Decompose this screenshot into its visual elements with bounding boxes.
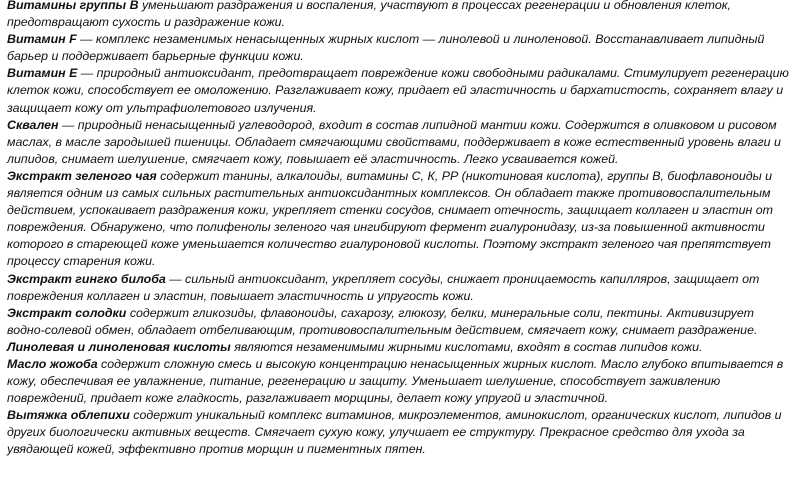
paragraph-text: содержит уникальный комплекс витаминов, микроэлементов, аминокислот, органических кислот, липидов и других биологически активных веществ. Смягчает сухую кожу, улучшает ее структуру. Прекрасное средство для ухода за увядающей кожей, эффективно против морщин и пигментных пятен. [7, 408, 782, 457]
paragraph-jojoba [7, 356, 795, 407]
paragraph-linoleic-acids [7, 339, 795, 356]
paragraph-vitamin-b [7, 0, 795, 31]
term-heading: Вытяжка облепихи [7, 408, 130, 423]
paragraph-text: — комплекс незаменимых ненасыщенных жирных кислот — линолевой и линоленовой. Восстанавливает липидный барьер и поддерживает барьерные функции кожи. [7, 32, 765, 64]
paragraph-text: содержит танины, алкалоиды, витамины С, К, РР (никотиновая кислота), группы В, биофлавоноиды и является одним из самых сильных растительных антиоксидантных комплексов. Он обладает также противовоспалительным действием, успокаивает раздражения кожи, укрепляет стенки сосудов, снимает отечность, защищает коллаген и эластин от повреждения. Обнаружено, что полифенолы зеленого чая ингибируют фермент гиалуронидазу, из-за повышенной активности которого в стареющей коже уменьшается количество гиалуроновой кислоты. Поэтому экстракт зеленого чая препятствует процессу старения кожи. [7, 168, 773, 269]
term-heading: Линолевая и линоленовая кислоты [7, 339, 231, 354]
term-heading: Витамин Е [7, 66, 78, 81]
ingredients-document [7, 0, 795, 459]
term-heading: Экстракт солодки [7, 305, 127, 320]
paragraph-text: — природный антиоксидант, предотвращает повреждение кожи свободными радикалами. Стимулирует регенерацию клеток кожи, способствует ее омоложению. Разглаживает кожу, придает ей эластичность и бархатистость, сохраняет влагу и защищает кожу от ультрафиолетового излучения. [7, 66, 789, 115]
paragraph-text: уменьшают раздражения и воспаления, участвуют в процессах регенерации и обновления клеток, предотвращают сухость и раздражение кожи. [7, 0, 731, 30]
paragraph-vitamin-e [7, 65, 795, 116]
term-heading: Экстракт зеленого чая [7, 168, 157, 183]
paragraph-vitamin-f [7, 31, 795, 65]
term-heading: Масло жожоба [7, 356, 98, 371]
term-heading: Экстракт гингко билоба [7, 271, 166, 286]
paragraph-text: являются незаменимыми жирными кислотами, входят в состав липидов кожи. [230, 339, 703, 354]
paragraph-text: — природный ненасыщенный углеводород, входит в состав липидной мантии кожи. Содержится в оливковом и рисовом маслах, в масле зародышей пшеницы. Обладает смягчающими свойствами, поддерживает в коже естественный уровень влаги и липидов, снимает шелушение, смягчает кожу, повышает её эластичность. Легко усваивается кожей. [7, 117, 781, 166]
paragraph-sea-buckthorn [7, 407, 795, 458]
term-heading: Сквален [7, 117, 59, 132]
paragraph-text: содержит сложную смесь и высокую концентрацию ненасыщенных жирных кислот. Масло глубоко впитывается в кожу, обеспечивая ее увлажнение, питание, регенерацию и защиту. Уменьшает шелушение, способствует заживлению повреждений, придает коже гладкость, разглаживает морщины, делает кожу упругой и эластичной. [7, 356, 784, 406]
paragraph-licorice [7, 305, 795, 339]
paragraph-ginkgo [7, 271, 795, 305]
paragraph-green-tea [7, 168, 795, 271]
paragraph-squalene [7, 117, 795, 168]
paragraph-text: содержит гликозиды, флавоноиды, сахарозу, глюкозу, белки, минеральные соли, пектины. Активизирует водно-солевой обмен, обладает отбеливающим, противовоспалительным действием, смягчает кожу, снимает раздражение. [7, 305, 758, 337]
term-heading: Витамин F [7, 32, 77, 47]
term-heading: Витамины группы В [7, 0, 139, 12]
paragraph-text: — сильный антиоксидант, укрепляет сосуды, снижает проницаемость капилляров, защищает от повреждения коллаген и эластин, повышает эластичность и упругость кожи. [7, 271, 760, 303]
